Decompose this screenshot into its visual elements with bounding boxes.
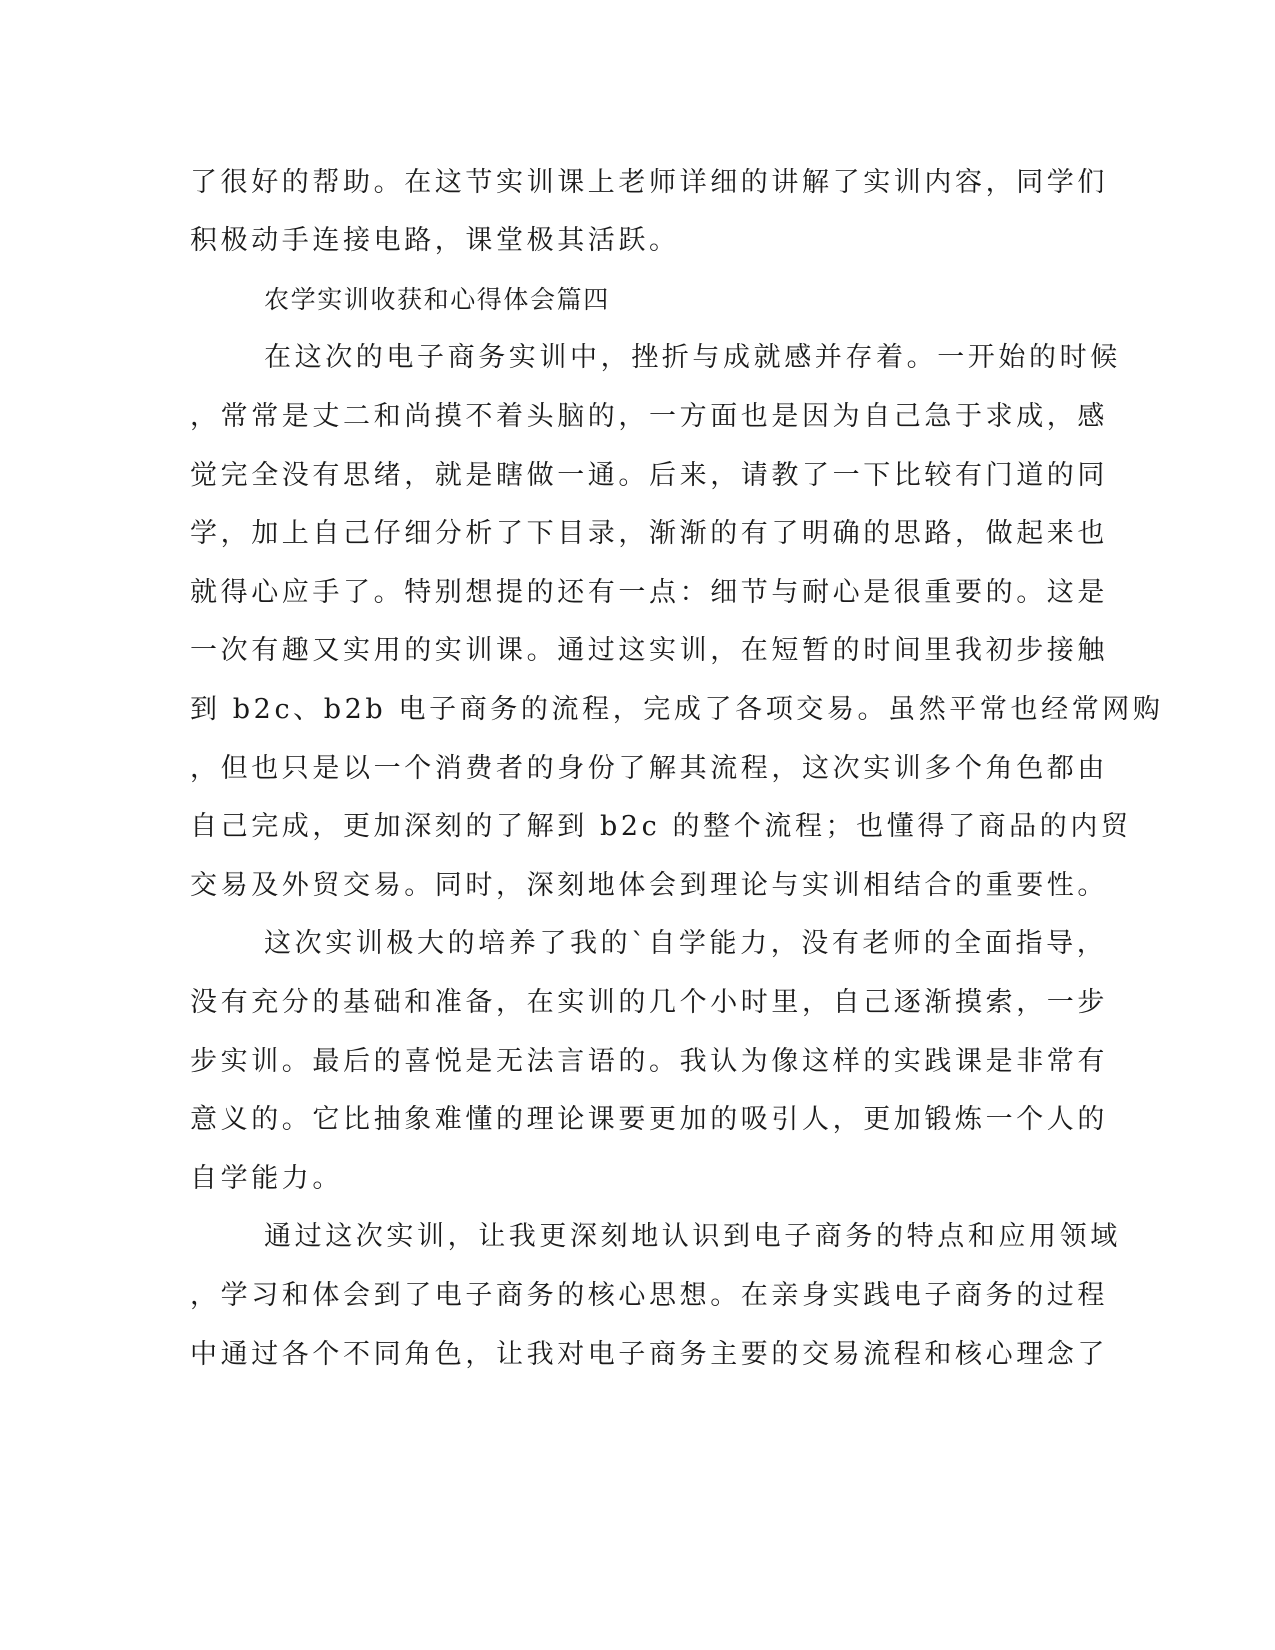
paragraph-line: ，但也只是以一个消费者的身份了解其流程，这次实训多个角色都由 [190,753,1108,784]
paragraph-line: 觉完全没有思绪，就是瞎做一通。后来，请教了一下比较有门道的同 [190,460,1108,491]
paragraph-line: 没有充分的基础和准备，在实训的几个小时里，自己逐渐摸索，一步 [190,987,1108,1018]
paragraph-line: 自己完成，更加深刻的了解到 b2c 的整个流程；也懂得了商品的内贸 [190,811,1132,842]
paragraph-line: 了很好的帮助。在这节实训课上老师详细的讲解了实训内容，同学们 [190,167,1108,198]
paragraph-line: 通过这次实训，让我更深刻地认识到电子商务的特点和应用领域 [264,1221,1121,1252]
paragraph-line: 中通过各个不同角色，让我对电子商务主要的交易流程和核心理念了 [190,1339,1108,1370]
paragraph-line: 在这次的电子商务实训中，挫折与成就感并存着。一开始的时候 [264,342,1121,373]
paragraph-line: ，学习和体会到了电子商务的核心思想。在亲身实践电子商务的过程 [190,1280,1108,1311]
paragraph-line: ，常常是丈二和尚摸不着头脑的，一方面也是因为自己急于求成，感 [190,401,1108,432]
paragraph-line: 自学能力。 [190,1163,343,1194]
paragraph-line: 这次实训极大的培养了我的`自学能力，没有老师的全面指导， [264,928,1108,959]
section-heading: 农学实训收获和心得体会篇四 [264,285,610,314]
paragraph-line: 意义的。它比抽象难懂的理论课要更加的吸引人，更加锻炼一个人的 [190,1104,1108,1135]
paragraph-line: 交易及外贸交易。同时，深刻地体会到理论与实训相结合的重要性。 [190,870,1108,901]
paragraph-line: 步实训。最后的喜悦是无法言语的。我认为像这样的实践课是非常有 [190,1046,1108,1077]
paragraph-line: 积极动手连接电路，课堂极其活跃。 [190,225,680,256]
paragraph-line: 就得心应手了。特别想提的还有一点：细节与耐心是很重要的。这是 [190,577,1108,608]
paragraph-line: 学，加上自己仔细分析了下目录，渐渐的有了明确的思路，做起来也 [190,518,1108,549]
paragraph-line: 到 b2c、b2b 电子商务的流程，完成了各项交易。虽然平常也经常网购 [190,694,1164,725]
paragraph-line: 一次有趣又实用的实训课。通过这实训，在短暂的时间里我初步接触 [190,635,1108,666]
